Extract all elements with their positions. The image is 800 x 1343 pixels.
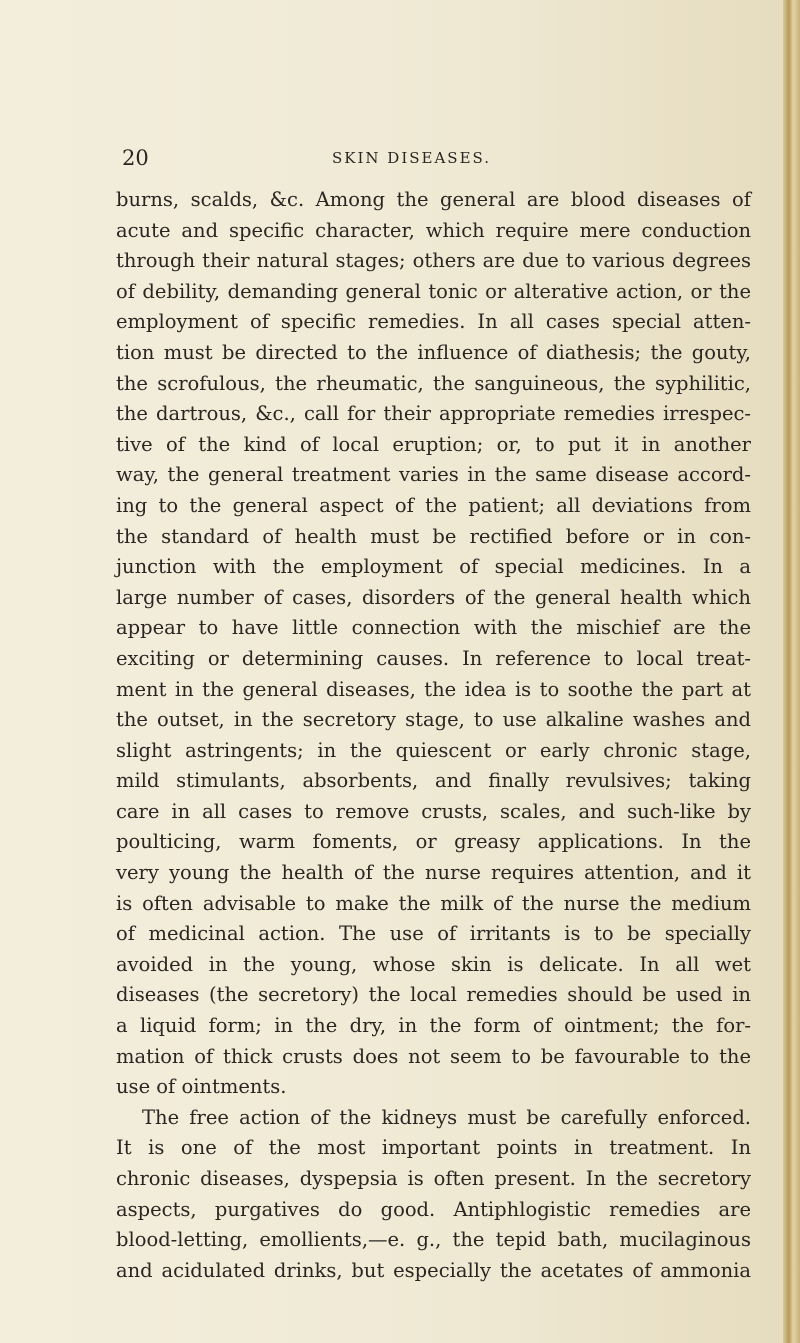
text-line: burns, scalds, &c. Among the general are blood diseases of (116, 188, 751, 211)
text-line: diseases (the secretory) the local remedies should be used in (116, 983, 751, 1007)
text-line: the scrofulous, the rheumatic, the sanguineous, the syphilitic, (116, 371, 751, 395)
paragraph-end-line: use of ointments. (116, 1075, 287, 1099)
text-line: tive of the kind of local eruption; or, to put it in another (116, 432, 751, 456)
text-line: employment of specific remedies. In all cases special atten- (116, 310, 751, 334)
text-line: the standard of health must be rectified before or in con- (116, 524, 751, 548)
text-line: large number of cases, disorders of the general health which (116, 585, 751, 609)
text-line: way, the general treatment varies in the same disease accord- (116, 463, 751, 487)
body-text (116, 185, 751, 1286)
running-title: SKIN DISEASES. (332, 149, 492, 167)
text-line: ing to the general aspect of the patient; all deviations from (116, 493, 751, 517)
text-line: appear to have little connection with the mischief are the (116, 616, 751, 640)
text-line: the dartrous, &c., call for their appropriate remedies irrespec- (116, 402, 751, 426)
text-line: avoided in the young, whose skin is delicate. In all wet (116, 952, 751, 976)
page-number: 20 (122, 146, 149, 170)
text-line: junction with the employment of special medicines. In a (116, 555, 751, 579)
text-line: of debility, demanding general tonic or alterative action, or the (116, 279, 751, 303)
text-line: tion must be directed to the influence of diathesis; the gouty, (116, 340, 751, 364)
text-line: through their natural stages; others are due to various degrees (116, 249, 751, 273)
text-line: aspects, purgatives do good. Antiphlogistic remedies are (116, 1197, 751, 1221)
text-line: acute and specific character, which require mere conduction (116, 218, 751, 242)
page-edge-binding (783, 0, 800, 1343)
text-line: exciting or determining causes. In reference to local treat- (116, 646, 751, 670)
text-line: care in all cases to remove crusts, scales, and such-like by (116, 799, 751, 823)
text-line: It is one of the most important points in treatment. In (116, 1136, 751, 1160)
text-line: blood-letting, emollients,—e. g., the tepid bath, mucilaginous (116, 1228, 751, 1252)
text-line: ment in the general diseases, the idea is to soothe the part at (116, 677, 751, 701)
text-line: of medicinal action. The use of irritants is to be specially (116, 922, 751, 946)
text-line: mation of thick crusts does not seem to be favourable to the (116, 1044, 751, 1068)
text-line: the outset, in the secretory stage, to use alkaline washes and (116, 708, 751, 732)
text-line: is often advisable to make the milk of the nurse the medium (116, 891, 751, 915)
text-line: and acidulated drinks, but especially the acetates of ammonia (116, 1258, 751, 1282)
paragraph-start-line: The free action of the kidneys must be carefully enforced. (142, 1105, 751, 1129)
text-line: slight astringents; in the quiescent or early chronic stage, (116, 738, 751, 762)
text-line: very young the health of the nurse requires attention, and it (116, 861, 751, 885)
running-head (122, 146, 742, 172)
text-line: a liquid form; in the dry, in the form of ointment; the for- (116, 1014, 751, 1038)
text-line: chronic diseases, dyspepsia is often present. In the secretory (116, 1167, 751, 1190)
text-line: poulticing, warm foments, or greasy applications. In the (116, 830, 751, 854)
text-line: mild stimulants, absorbents, and finally revulsives; taking (116, 769, 751, 793)
